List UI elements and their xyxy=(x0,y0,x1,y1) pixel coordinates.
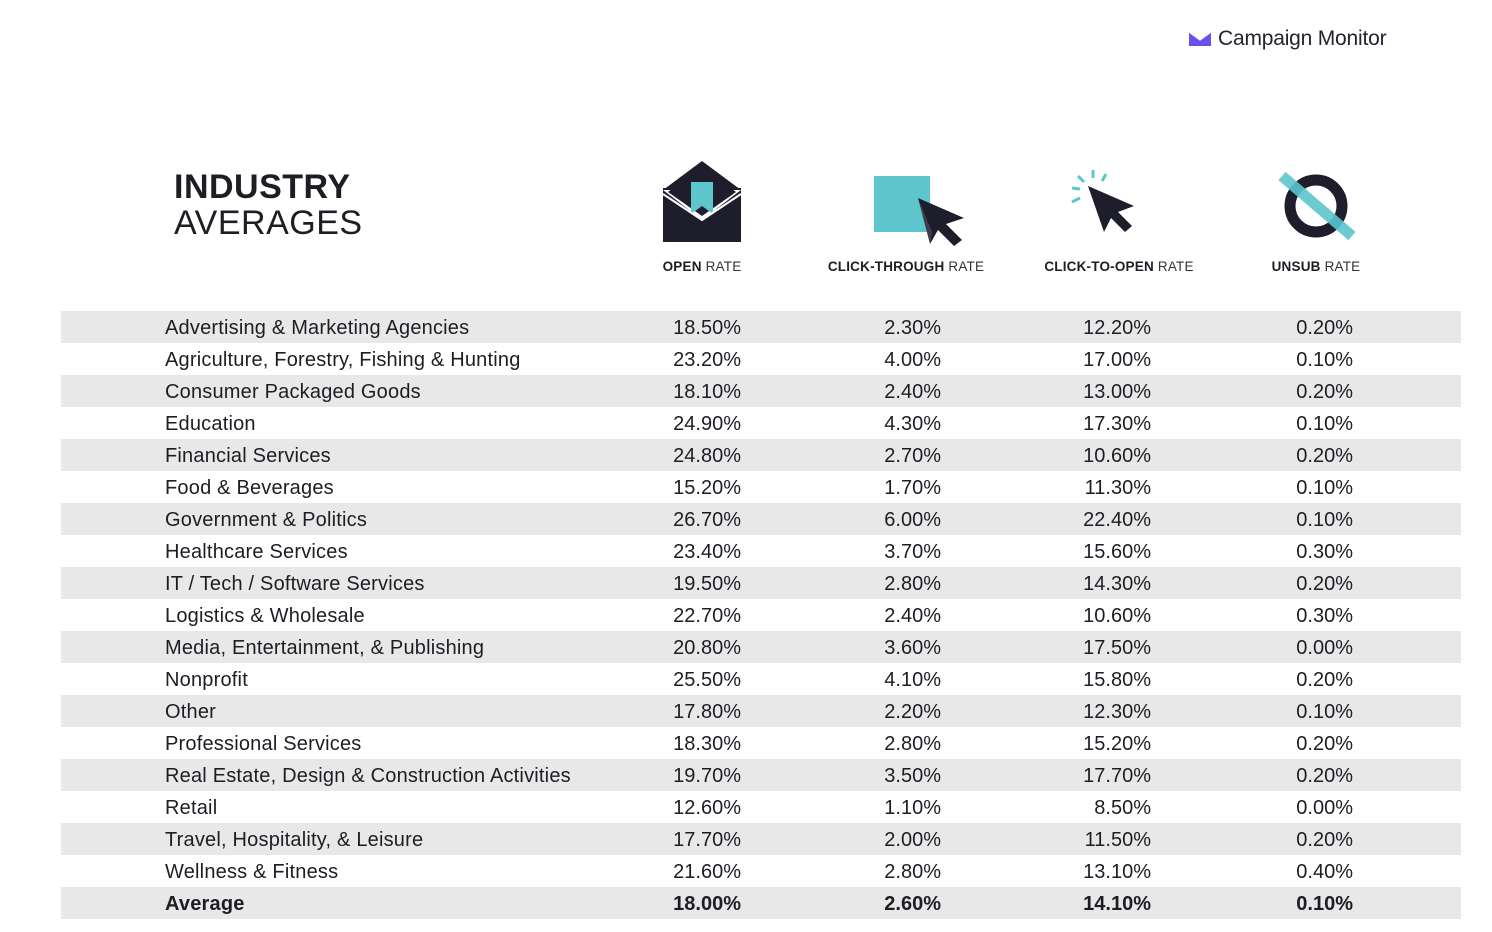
unsub-rate-cell: 0.10% xyxy=(1296,477,1353,499)
open-rate-cell: 12.60% xyxy=(673,797,741,819)
ctr-rate-cell: 1.10% xyxy=(884,797,941,819)
page-title xyxy=(174,170,363,241)
cto-rate-cell: 17.50% xyxy=(1083,637,1151,659)
table-row xyxy=(61,663,1461,695)
industry-name: Nonprofit xyxy=(165,669,248,691)
cto-rate-cell: 8.50% xyxy=(1094,797,1151,819)
cto-rate-cell: 11.30% xyxy=(1084,477,1151,499)
ctr-rate-cell: 1.70% xyxy=(884,477,941,499)
table-row xyxy=(61,407,1461,439)
industry-name: Media, Entertainment, & Publishing xyxy=(165,637,485,659)
open-rate-cell: 17.80% xyxy=(673,701,741,723)
table-row xyxy=(61,599,1461,631)
table-row xyxy=(61,759,1461,791)
table-row xyxy=(61,503,1461,535)
table-row xyxy=(61,567,1461,599)
cto-rate-cell: 10.60% xyxy=(1083,445,1151,467)
brand-name: Campaign Monitor xyxy=(1218,27,1387,50)
unsub-rate-cell: 0.20% xyxy=(1296,829,1353,851)
cto-rate-cell: 15.60% xyxy=(1083,541,1151,563)
table-row xyxy=(61,343,1461,375)
ctr-rate-cell: 6.00% xyxy=(884,509,941,531)
cto-rate-cell: 17.70% xyxy=(1083,765,1151,787)
table-row xyxy=(61,375,1461,407)
brand-logo xyxy=(1188,27,1386,51)
ctr-rate-cell: 2.20% xyxy=(884,701,941,723)
cto-rate-cell: 13.00% xyxy=(1083,381,1151,403)
industry-name: Logistics & Wholesale xyxy=(165,605,365,627)
cto-rate-cell: 17.30% xyxy=(1083,413,1151,435)
table-row xyxy=(61,855,1461,887)
cto-rate-cell: 11.50% xyxy=(1084,829,1151,851)
industry-name: Government & Politics xyxy=(165,509,368,531)
cto-rate-cell: 15.20% xyxy=(1083,733,1151,755)
envelope-icon xyxy=(662,160,742,244)
industry-name: Advertising & Marketing Agencies xyxy=(165,317,470,339)
table-row xyxy=(61,791,1461,823)
open-rate-cell: 19.50% xyxy=(673,573,741,595)
title-line-2: AVERAGES xyxy=(174,203,363,242)
cto-rate-cell: 13.10% xyxy=(1083,861,1151,883)
ctr-rate-cell: 4.00% xyxy=(884,349,941,371)
cto-rate-cell: 12.20% xyxy=(1083,317,1151,339)
industry-table xyxy=(61,311,1461,919)
ctr-rate-cell: 2.70% xyxy=(884,445,941,467)
unsub-rate-cell: 0.20% xyxy=(1296,573,1353,595)
open-rate-cell: 17.70% xyxy=(673,829,741,851)
industry-name: Retail xyxy=(165,797,218,819)
ctr-rate-cell: 4.30% xyxy=(884,413,941,435)
open-rate-cell: 24.90% xyxy=(673,413,741,435)
open-rate-cell: 18.10% xyxy=(673,381,741,403)
table-row xyxy=(61,439,1461,471)
open-rate-cell: 24.80% xyxy=(673,445,741,467)
ctr-rate-cell: 2.60% xyxy=(884,893,941,915)
ctr-rate-cell: 3.70% xyxy=(884,541,941,563)
ctr-rate-cell: 2.00% xyxy=(884,829,941,851)
col-header-open: OPEN RATE xyxy=(662,259,742,274)
unsub-rate-cell: 0.10% xyxy=(1296,509,1353,531)
open-rate-cell: 20.80% xyxy=(673,637,741,659)
industry-name: Average xyxy=(165,893,245,915)
col-header-cto: CLICK-TO-OPEN RATE xyxy=(1044,259,1194,274)
unsub-rate-cell: 0.20% xyxy=(1296,669,1353,691)
open-rate-cell: 18.30% xyxy=(673,733,741,755)
unsub-rate-cell: 0.10% xyxy=(1296,413,1353,435)
industry-name: Travel, Hospitality, & Leisure xyxy=(165,829,424,851)
open-rate-cell: 18.50% xyxy=(673,317,741,339)
industry-name: Agriculture, Forestry, Fishing & Hunting xyxy=(165,349,521,371)
industry-name: Real Estate, Design & Construction Activities xyxy=(165,765,571,787)
table-row xyxy=(61,823,1461,855)
industry-name: Wellness & Fitness xyxy=(165,861,339,883)
square-cursor-icon xyxy=(872,174,968,246)
open-rate-cell: 18.00% xyxy=(673,893,741,915)
col-header-ctr: CLICK-THROUGH RATE xyxy=(827,259,985,274)
title-line-1: INDUSTRY xyxy=(174,168,351,206)
ctr-rate-cell: 2.40% xyxy=(884,381,941,403)
cto-rate-cell: 14.30% xyxy=(1083,573,1151,595)
campaign-monitor-logo-icon xyxy=(1188,30,1212,48)
unsub-rate-cell: 0.10% xyxy=(1296,893,1353,915)
cto-rate-cell: 14.10% xyxy=(1083,893,1151,915)
ctr-rate-cell: 2.30% xyxy=(884,317,941,339)
industry-name: Consumer Packaged Goods xyxy=(165,381,421,403)
open-rate-cell: 26.70% xyxy=(673,509,741,531)
industry-name: IT / Tech / Software Services xyxy=(165,573,425,595)
cursor-click-icon xyxy=(1068,168,1140,238)
table-row xyxy=(61,631,1461,663)
unsub-rate-cell: 0.20% xyxy=(1296,765,1353,787)
open-rate-cell: 19.70% xyxy=(673,765,741,787)
ctr-rate-cell: 2.80% xyxy=(884,861,941,883)
table-row xyxy=(61,471,1461,503)
cto-rate-cell: 10.60% xyxy=(1083,605,1151,627)
unsub-rate-cell: 0.30% xyxy=(1296,605,1353,627)
unsub-rate-cell: 0.00% xyxy=(1296,797,1353,819)
industry-name: Financial Services xyxy=(165,445,331,467)
table-row xyxy=(61,311,1461,343)
unsub-rate-cell: 0.20% xyxy=(1296,733,1353,755)
open-rate-cell: 25.50% xyxy=(673,669,741,691)
unsub-rate-cell: 0.10% xyxy=(1296,701,1353,723)
unsub-rate-cell: 0.20% xyxy=(1296,381,1353,403)
ctr-rate-cell: 3.50% xyxy=(884,765,941,787)
cto-rate-cell: 17.00% xyxy=(1083,349,1151,371)
table-row xyxy=(61,535,1461,567)
ctr-rate-cell: 2.40% xyxy=(884,605,941,627)
industry-name: Other xyxy=(165,701,217,723)
industry-name: Professional Services xyxy=(165,733,362,755)
industry-name: Food & Beverages xyxy=(165,477,334,499)
col-header-unsub: UNSUB RATE xyxy=(1271,259,1361,274)
open-rate-cell: 15.20% xyxy=(673,477,741,499)
unsubscribe-circle-icon xyxy=(1276,170,1358,242)
unsub-rate-cell: 0.40% xyxy=(1296,861,1353,883)
unsub-rate-cell: 0.30% xyxy=(1296,541,1353,563)
cto-rate-cell: 12.30% xyxy=(1083,701,1151,723)
open-rate-cell: 22.70% xyxy=(673,605,741,627)
unsub-rate-cell: 0.20% xyxy=(1296,445,1353,467)
open-rate-cell: 23.20% xyxy=(673,349,741,371)
unsub-rate-cell: 0.20% xyxy=(1296,317,1353,339)
ctr-rate-cell: 2.80% xyxy=(884,733,941,755)
cto-rate-cell: 15.80% xyxy=(1083,669,1151,691)
open-rate-cell: 21.60% xyxy=(673,861,741,883)
unsub-rate-cell: 0.10% xyxy=(1296,349,1353,371)
ctr-rate-cell: 4.10% xyxy=(884,669,941,691)
table-row xyxy=(61,727,1461,759)
unsub-rate-cell: 0.00% xyxy=(1296,637,1353,659)
industry-name: Education xyxy=(165,413,256,435)
open-rate-cell: 23.40% xyxy=(673,541,741,563)
ctr-rate-cell: 3.60% xyxy=(884,637,941,659)
industry-name: Healthcare Services xyxy=(165,541,348,563)
average-row xyxy=(61,887,1461,919)
cto-rate-cell: 22.40% xyxy=(1083,509,1151,531)
table-row xyxy=(61,695,1461,727)
ctr-rate-cell: 2.80% xyxy=(884,573,941,595)
